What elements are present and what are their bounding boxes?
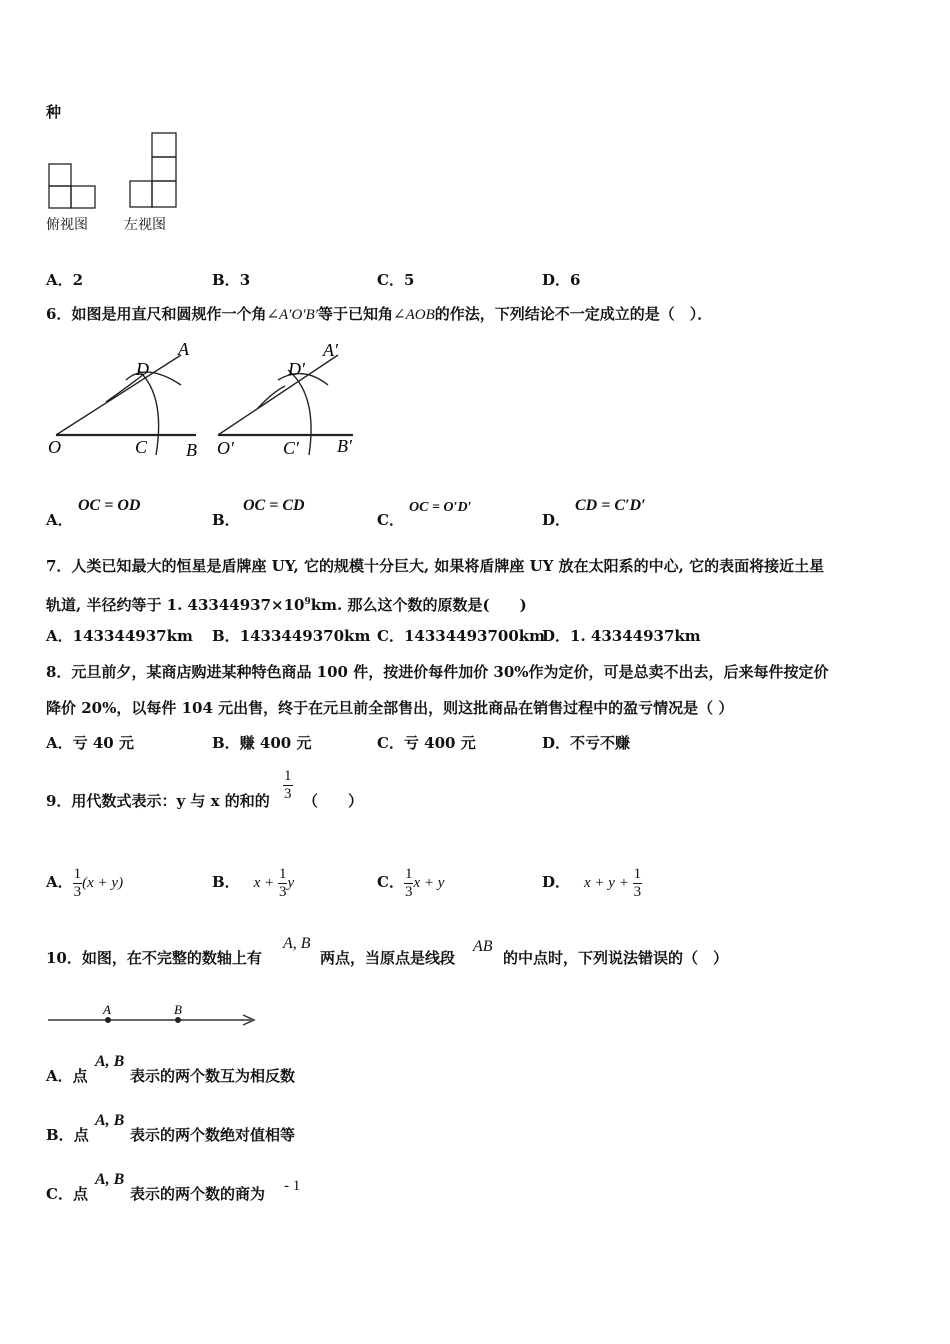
q6-label-b-prime: B′ <box>337 436 352 456</box>
q6-option-a-expr: OC = OD <box>78 497 141 514</box>
q6-label-c-prime: C′ <box>283 438 299 458</box>
q10-option-b-text: 表示的两个数绝对值相等 <box>130 1126 296 1144</box>
q8-stem-line1: 8．元旦前夕，某商店购进某种特色商品 100 件，按进价每件加价 30%作为定价，可是总卖不出去，后来每件按定价 <box>46 663 829 681</box>
q10-option-b[interactable]: B．点 <box>46 1126 89 1144</box>
q10-option-c-value: - 1 <box>284 1178 301 1194</box>
q7-option-a[interactable]: A．143344937km <box>46 627 193 645</box>
q8-stem-line2: 降价 20%，以每件 104 元出售，终于在元旦前全部售出，则这批商品在销售过程中的盈亏情况是（ ） <box>46 699 734 717</box>
q6-label-d-prime: D′ <box>288 359 305 379</box>
axis-label-b: B <box>174 1002 182 1017</box>
q5-option-c[interactable]: C．5 <box>377 271 415 289</box>
q5-tail: 种 <box>46 103 62 121</box>
left-view-figure <box>128 131 180 211</box>
q6-option-c-expr: OC = O′D′ <box>409 500 472 515</box>
q7-option-d[interactable]: D．1. 43344937km <box>542 627 701 645</box>
q10-stem-part3: 的中点时，下列说法错误的（ ） <box>503 949 729 967</box>
q10-option-b-ab: A, B <box>95 1112 125 1129</box>
q6-option-d-expr: CD = C′D′ <box>575 497 646 514</box>
q5-option-a[interactable]: A．2 <box>46 271 84 289</box>
q6-option-a[interactable]: A． <box>46 511 73 529</box>
axis-label-a: A <box>103 1002 111 1017</box>
q6-label-o-prime: O′ <box>217 438 234 458</box>
q9-option-b[interactable]: B． x + $\frac{1}{3}$ y <box>212 865 295 900</box>
q6-option-d[interactable]: D． <box>542 511 571 529</box>
q6-option-b[interactable]: B． <box>212 511 240 529</box>
q6-label-a-prime: A′ <box>323 340 338 360</box>
top-view-figure <box>46 160 100 212</box>
q9-fraction: $\frac{1}{3}$ <box>284 768 292 802</box>
q6-option-b-expr: OC = CD <box>243 497 305 514</box>
q10-stem-part1: 10．如图，在不完整的数轴上有 <box>46 949 262 967</box>
q9-option-c[interactable]: C． $\frac{1}{3}$ x + y <box>377 865 445 900</box>
q6-label-c: C <box>135 437 148 457</box>
q5-option-d[interactable]: D．6 <box>542 271 581 289</box>
q7-stem-line1: 7．人类已知最大的恒星是盾牌座 UY, 它的规模十分巨大, 如果将盾牌座 UY 放在太阳系的中心, 它的表面将接近土星 <box>46 557 825 575</box>
top-view-label: 俯视图 <box>46 216 88 232</box>
q6-figure-right <box>213 340 373 465</box>
q10-option-c-ab: A, B <box>95 1171 125 1188</box>
q6-figure-left <box>46 340 216 465</box>
q7-option-b[interactable]: B．1433449370km <box>212 627 371 645</box>
q8-option-a[interactable]: A．亏 40 元 <box>46 734 134 752</box>
q8-option-b[interactable]: B．赚 400 元 <box>212 734 312 752</box>
q10-stem-part2: 两点，当原点是线段 <box>320 949 456 967</box>
q10-option-a-text: 表示的两个数互为相反数 <box>130 1067 296 1085</box>
q6-label-a: A <box>178 339 189 359</box>
q10-ab-points: A, B <box>283 935 311 952</box>
q10-option-a[interactable]: A．点 <box>46 1067 88 1085</box>
q7-option-c[interactable]: C．14334493700km <box>377 627 546 645</box>
number-line-figure <box>46 1000 261 1030</box>
q6-label-d: D <box>136 359 149 379</box>
q10-option-c-text: 表示的两个数的商为 <box>130 1185 266 1203</box>
q6-label-o: O <box>48 437 61 457</box>
q10-segment: AB <box>473 938 493 955</box>
q8-option-c[interactable]: C．亏 400 元 <box>377 734 476 752</box>
q8-option-d[interactable]: D．不亏不赚 <box>542 734 631 752</box>
q9-stem: 9．用代数式表示：y 与 x 的和的 <box>46 792 270 810</box>
q9-option-a[interactable]: A． $\frac{1}{3}$ (x + y) <box>46 865 124 900</box>
q5-option-b[interactable]: B．3 <box>212 271 251 289</box>
q7-stem-line2: 轨道, 半径约等于 1. $43344937\times 10^9km$. 那么这个数的原数是( ) <box>46 596 527 614</box>
q10-option-c[interactable]: C．点 <box>46 1185 88 1203</box>
left-view-label: 左视图 <box>124 216 166 232</box>
q9-paren: （ ） <box>303 792 364 810</box>
q6-stem: 6．如图是用直尺和圆规作一个角∠A′O′B′等于已知角∠AOB的作法，下列结论不一定成立的是（ ）． <box>46 305 713 323</box>
q9-option-d[interactable]: D． x + y + $\frac{1}{3}$ <box>542 865 642 900</box>
q10-option-a-ab: A, B <box>95 1053 125 1070</box>
q6-label-b: B <box>186 440 197 460</box>
q6-option-c[interactable]: C． <box>377 511 404 529</box>
